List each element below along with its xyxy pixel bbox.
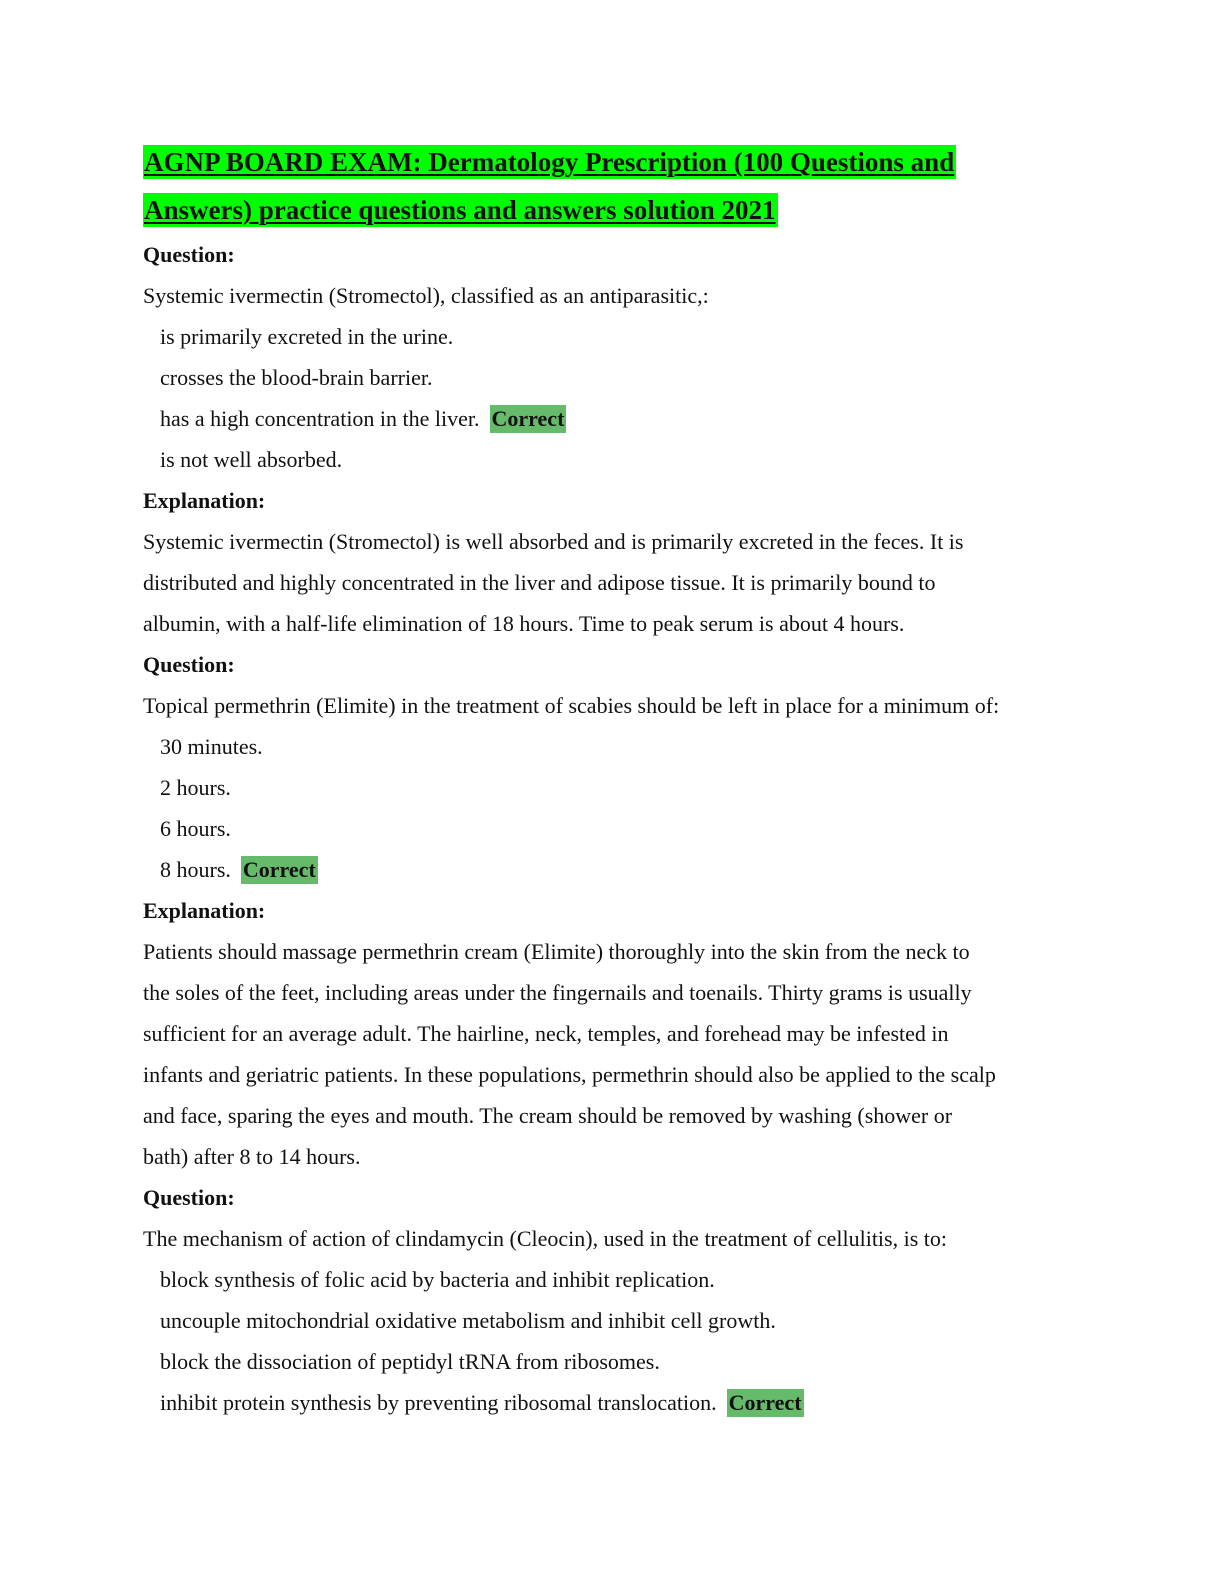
document-page — [143, 138, 1083, 1423]
answer-option: block the dissociation of peptidyl tRNA from ribosomes. — [160, 1349, 660, 1374]
answer-option-correct: 8 hours. Correct — [160, 857, 316, 882]
answer-option: is not well absorbed. — [160, 447, 343, 472]
question-block-1 — [143, 234, 1083, 644]
answer-option: crosses the blood-brain barrier. — [160, 365, 433, 390]
question-block-3 — [143, 1177, 1083, 1423]
answer-option-correct: inhibit protein synthesis by preventing ribosomal translocation. Correct — [160, 1390, 802, 1415]
question-text: The mechanism of action of clindamycin (Cleocin), used in the treatment of cellulitis, is to: — [143, 1226, 947, 1251]
answer-option: 2 hours. — [160, 775, 231, 800]
correct-badge: Correct — [491, 406, 565, 431]
question-text: Topical permethrin (Elimite) in the treatment of scabies should be left in place for a minimum of: — [143, 693, 1000, 718]
question-label: Question: — [143, 242, 235, 267]
question-label: Question: — [143, 652, 235, 677]
question-text: Systemic ivermectin (Stromectol), classified as an antiparasitic,: — [143, 283, 709, 308]
answer-option: 6 hours. — [160, 816, 231, 841]
document-title-line-1: AGNP BOARD EXAM: Dermatology Prescription (100 Questions and — [144, 147, 955, 177]
answer-option: uncouple mitochondrial oxidative metabolism and inhibit cell growth. — [160, 1308, 776, 1333]
explanation-text: Systemic ivermectin (Stromectol) is well absorbed and is primarily excreted in the feces. It is distributed and highly concentrated in the liver and adipose tissue. It is primarily bound to albumin, with a half-life elimination of 18 hours. Time to peak serum is about 4 hours. — [143, 529, 964, 636]
explanation-label: Explanation: — [143, 488, 266, 513]
explanation-text: Patients should massage permethrin cream (Elimite) thoroughly into the skin from the neck to the soles of the feet, including areas under the fingernails and toenails. Thirty grams is usually sufficient for an average adult. The hairline, neck, temples, and forehead may be infested in infants and geriatric patients. In these populations, permethrin should also be applied to the scalp and face, sparing the eyes and mouth. The cream should be removed by washing (shower or bath) after 8 to 14 hours. — [143, 939, 996, 1169]
correct-badge: Correct — [242, 857, 316, 882]
answer-option: is primarily excreted in the urine. — [160, 324, 454, 349]
explanation-label: Explanation: — [143, 898, 266, 923]
question-label: Question: — [143, 1185, 235, 1210]
question-block-2 — [143, 644, 1083, 1177]
answer-option: block synthesis of folic acid by bacteria and inhibit replication. — [160, 1267, 715, 1292]
correct-badge: Correct — [728, 1390, 802, 1415]
answer-option: 30 minutes. — [160, 734, 263, 759]
document-title-line-2: Answers) practice questions and answers solution 2021 — [144, 195, 776, 225]
answer-option-correct: has a high concentration in the liver. Correct — [160, 406, 565, 431]
